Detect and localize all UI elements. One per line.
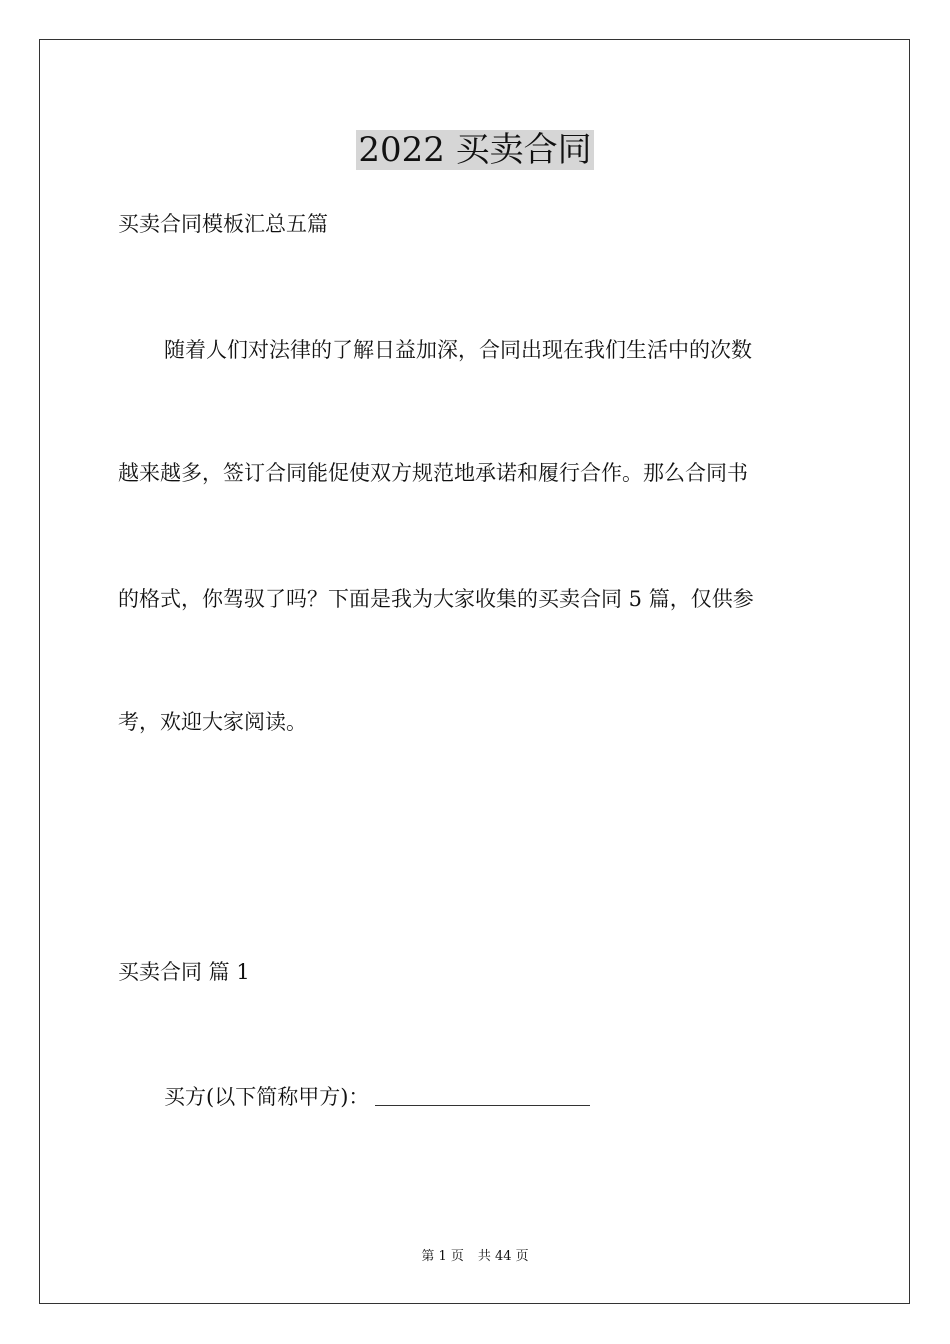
buyer-label: 买方(以下简称甲方)：: [164, 1085, 370, 1109]
page-current: 第 1 页: [421, 1249, 464, 1264]
document-subtitle: 买卖合同模板汇总五篇: [118, 212, 328, 236]
intro-line-1-text: 随着人们对法律的了解日益加深，合同出现在我们生活中的次数: [164, 338, 752, 362]
buyer-field: [118, 1082, 884, 1112]
intro-line-3: 的格式，你驾驭了吗？下面是我为大家收集的买卖合同 5 篇，仅供参: [118, 587, 754, 611]
intro-line-4: 考，欢迎大家阅读。: [118, 710, 307, 734]
intro-line-2: 越来越多，签订合同能促使双方规范地承诺和履行合作。那么合同书: [118, 461, 748, 485]
page-footer: [0, 1248, 950, 1266]
buyer-blank-line: [375, 1085, 590, 1106]
section-heading: 买卖合同 篇 1: [118, 960, 250, 984]
document-title: [0, 126, 950, 174]
document-title-text: 2022 买卖合同: [358, 130, 592, 170]
page-total: 共 44 页: [477, 1249, 529, 1264]
intro-line-1: [118, 335, 838, 365]
